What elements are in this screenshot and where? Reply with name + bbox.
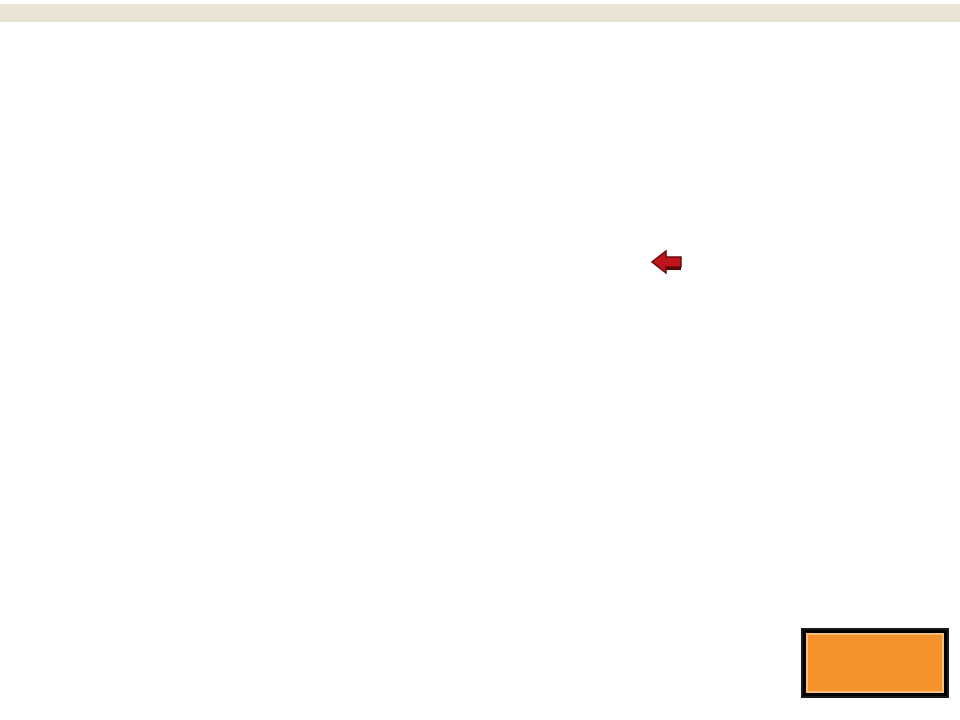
left-border — [0, 0, 34, 720]
resp-button[interactable] — [803, 630, 947, 696]
top-border — [0, 0, 960, 28]
arrow-left-icon[interactable] — [650, 248, 684, 276]
content-list — [140, 288, 920, 296]
subhead — [106, 246, 142, 269]
section-header — [48, 162, 608, 232]
